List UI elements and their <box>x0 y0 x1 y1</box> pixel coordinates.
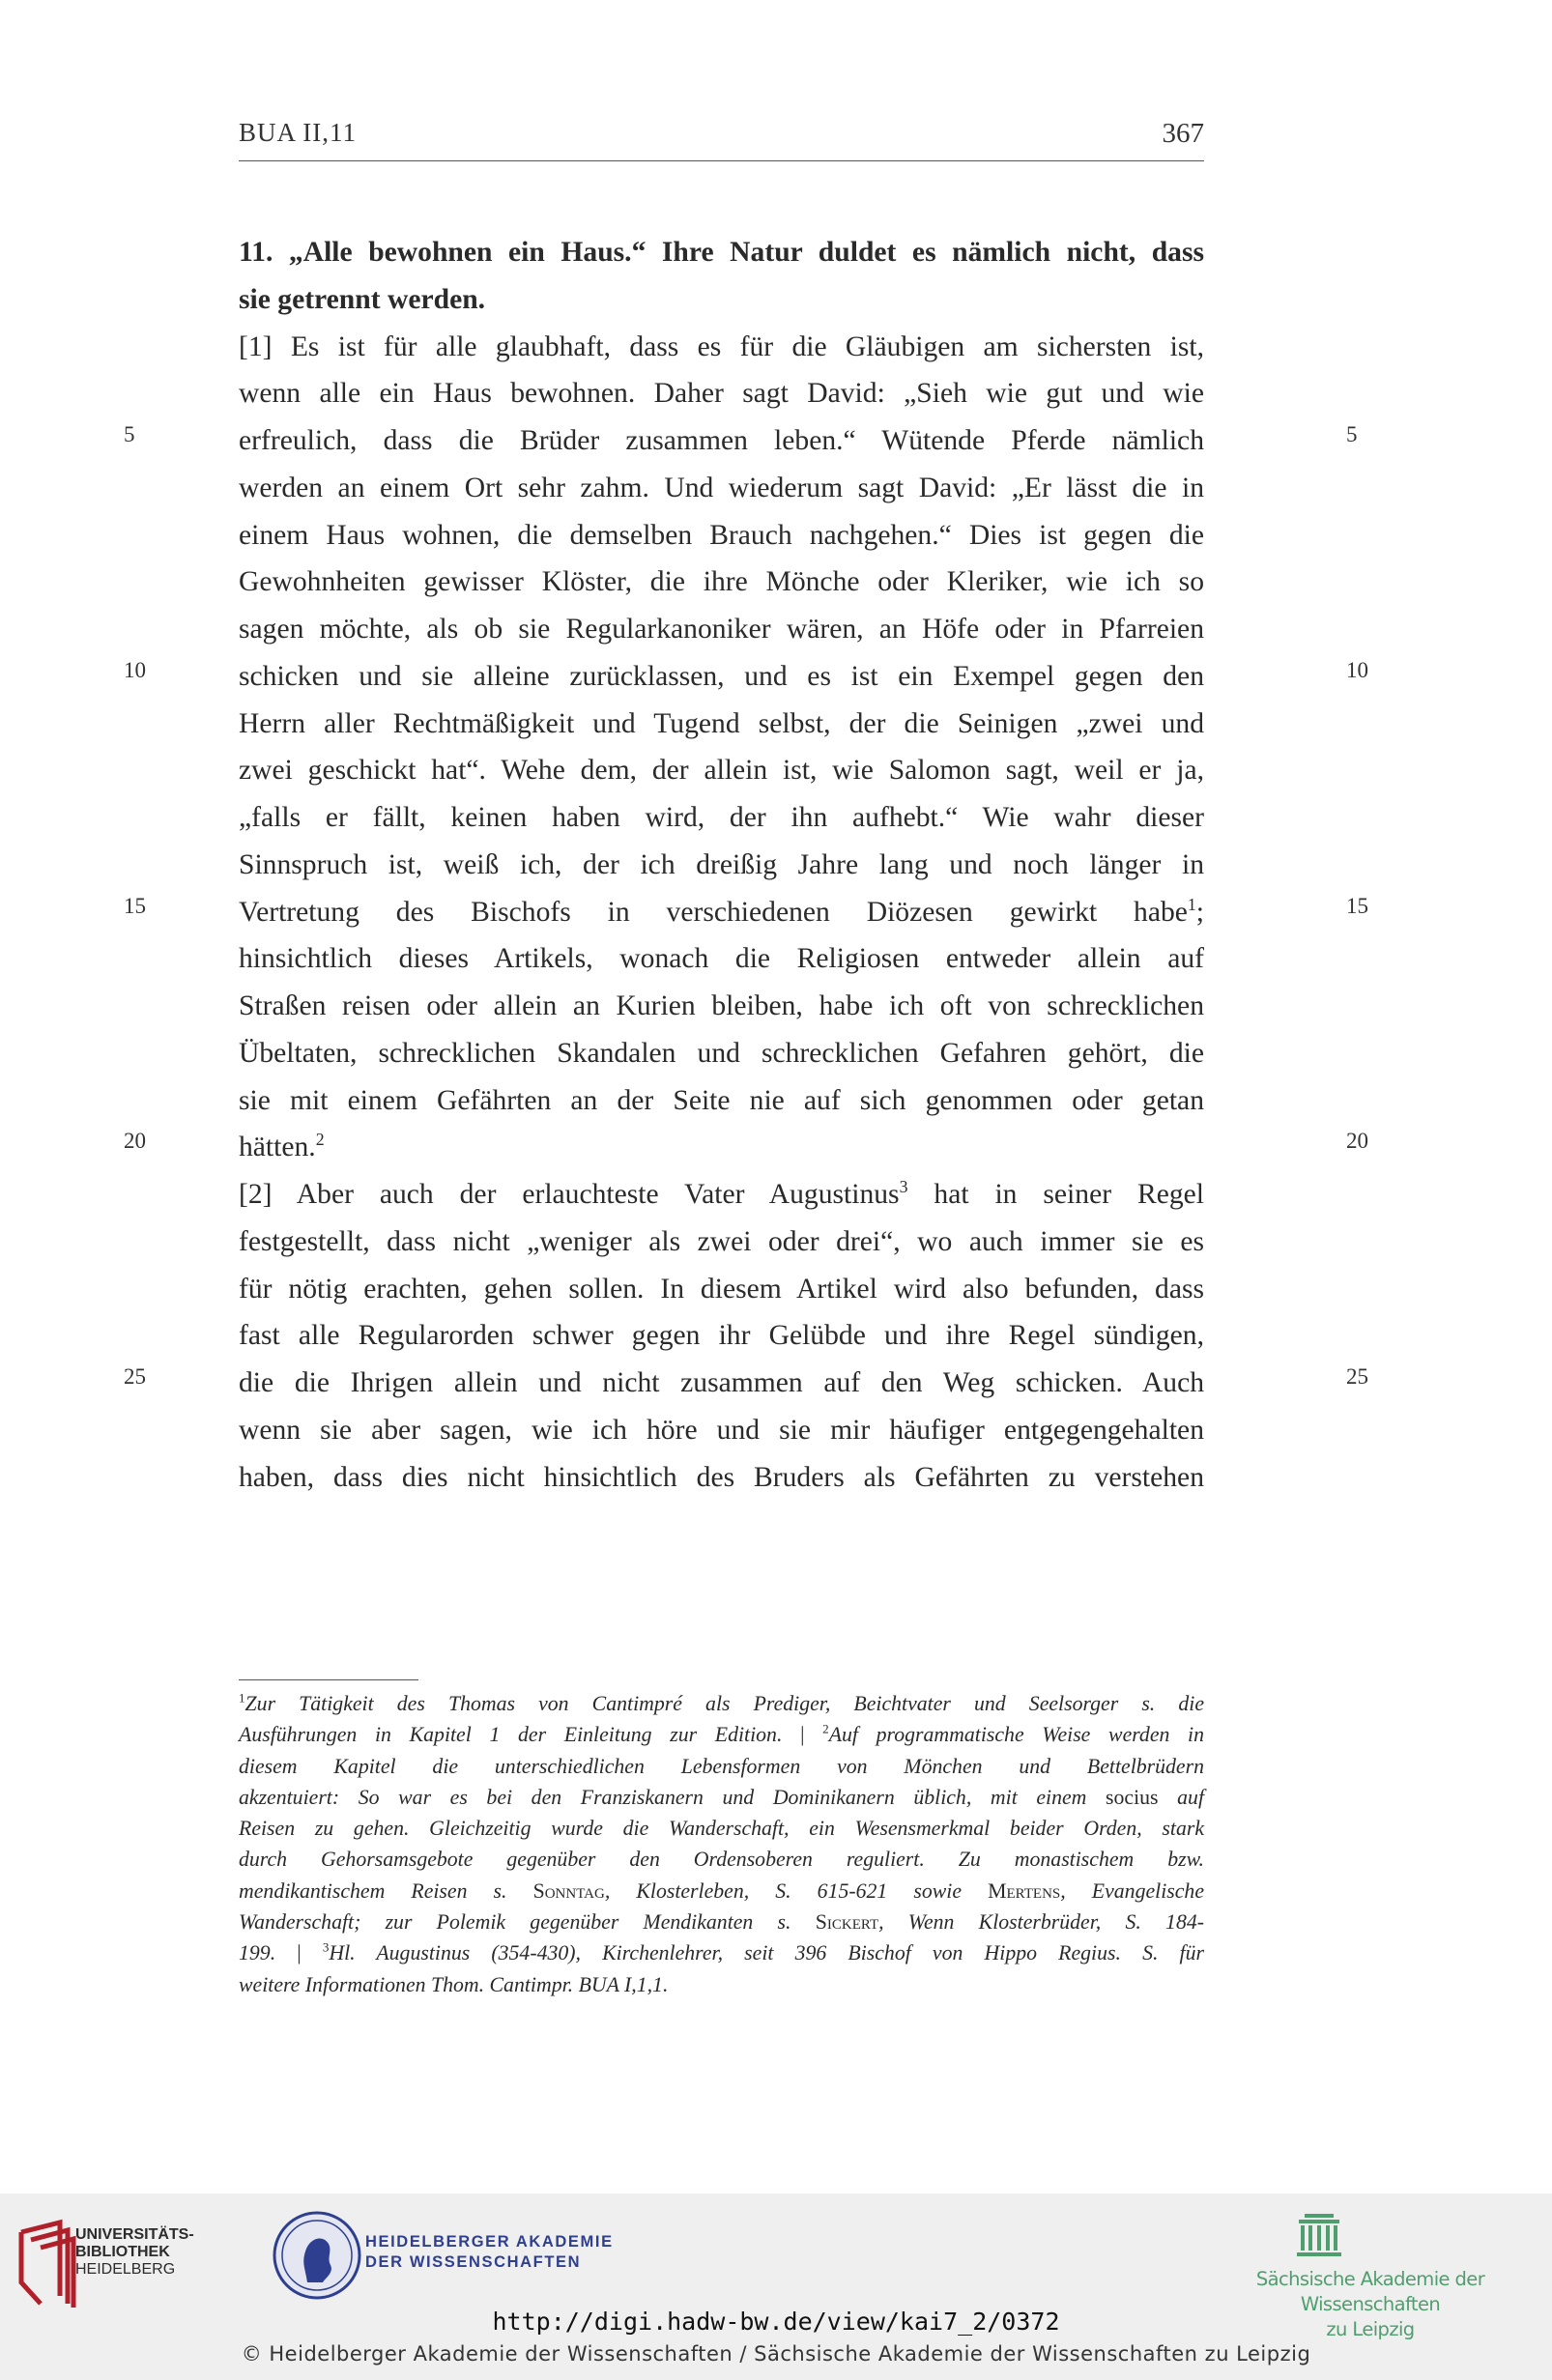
text-line: [1] Es ist für alle glaubhaft, dass es für die Gläubigen am sichersten ist, <box>239 330 1204 362</box>
text-line <box>239 889 1204 936</box>
text-line: „falls er fällt, keinen haben wird, der ihn aufhebt.“ Wie wahr dieser <box>239 802 1204 833</box>
footnote-line <box>239 1907 1204 1937</box>
text-line: werden an einem Ort sehr zahm. Und wiederum sagt David: „Er lässt die in <box>239 472 1204 503</box>
footnote-text: Auf programmatische Weise werden in <box>828 1723 1205 1747</box>
footnote-line <box>239 1688 1204 1719</box>
text-segment: Vertretung des Bischofs in verschiedenen Diözesen gewirkt habe <box>239 896 1188 928</box>
text-line: Herrn aller Rechtmäßigkeit und Tugend selbst, der die Seinigen „zwei und <box>239 707 1204 739</box>
footnote-line <box>239 1782 1204 1813</box>
section-heading: sie getrennt werden. <box>239 283 486 315</box>
text-line: einem Haus wohnen, die demselben Brauch nachgehen.“ Dies ist gegen die <box>239 519 1204 551</box>
line-number-left: 10 <box>124 658 146 682</box>
saw-name-line: Sächsische Akademie der Wissenschaften <box>1255 2268 1485 2315</box>
footnote-text: akzentuiert: So war es bei den Franziskanern und Dominikanern üblich, mit einem <box>239 1785 1087 1809</box>
text-line: für nötig erachten, gehen sollen. In diesem Artikel wird also befunden, dass <box>239 1273 1204 1305</box>
section-heading: 11. „Alle bewohnen ein Haus.“ Ihre Natur duldet es nämlich nicht, dass <box>239 237 1204 268</box>
text-segment: hätten. <box>239 1132 316 1163</box>
footnote-separator: | <box>297 1941 302 1965</box>
text-line: Übeltaten, schrecklichen Skandalen und schrecklichen Gefahren gehört, die <box>239 1037 1204 1069</box>
footnote-text: auf <box>1177 1785 1205 1809</box>
footnote-ref-1[interactable]: 1 <box>1187 894 1196 914</box>
text-line <box>239 1124 1204 1171</box>
academy-name <box>365 2232 614 2273</box>
permalink-url[interactable]: http://digi.hadw-bw.de/view/kai7_2/0372 <box>492 2308 1060 2336</box>
footnote-text: Wanderschaft; zur Polemik gegenüber Mendikanten s. <box>239 1910 791 1935</box>
footnote-separator: | <box>800 1723 805 1747</box>
footnote-line <box>239 1876 1204 1907</box>
footnote-ref-2[interactable]: 2 <box>315 1130 325 1150</box>
footnote-text: , Klosterleben, S. 615-621 sowie <box>604 1878 963 1903</box>
text-line: sagen möchte, als ob sie Regularkanoniker wären, an Höfe oder in Pfarreien <box>239 614 1204 645</box>
viewer-footer <box>0 2194 1552 2380</box>
footnote-line <box>239 1719 1204 1750</box>
footnote-ref-3[interactable]: 3 <box>899 1177 908 1197</box>
footnote-text: , Wenn Klosterbrüder, S. 184- <box>878 1910 1204 1935</box>
text-line: zwei geschickt hat“. Wehe dem, der allein ist, wie Salomon sagt, weil er ja, <box>239 755 1204 787</box>
footnote-text: Ausführungen in Kapitel 1 der Einleitung zur Edition. <box>239 1723 783 1747</box>
text-line: erfreulich, dass die Brüder zusammen leben.“ Wütende Pferde nämlich <box>239 425 1204 456</box>
saw-name-line: zu Leipzig <box>1326 2318 1415 2340</box>
line-number-left: 25 <box>124 1364 146 1389</box>
copyright-notice: © Heidelberger Akademie der Wissenschaften / Sächsische Akademie der Wissenschaften zu Leipzig <box>241 2342 1311 2366</box>
footnote-upright-word: socius <box>1106 1785 1159 1809</box>
footnote-number: 2 <box>822 1722 829 1737</box>
line-number-right: 5 <box>1346 422 1358 446</box>
line-number-left: 20 <box>124 1129 146 1153</box>
text-segment: ; <box>1195 896 1204 928</box>
footnote-number: 3 <box>322 1940 330 1956</box>
university-library-name <box>75 2226 194 2279</box>
text-segment: hat in seiner Regel <box>934 1179 1204 1210</box>
footnote-line: durch Gehorsamsgebote gegenüber den Ordensoberen reguliert. Zu monastischem bzw. <box>239 1848 1204 1872</box>
footnote-text: Zur Tätigkeit des Thomas von Cantimpré als Prediger, Beichtvater und Seelsorger s. die <box>244 1692 1204 1715</box>
footnote-number: 1 <box>239 1690 245 1706</box>
text-segment: [2] Aber auch der erlauchteste Vater Augustinus <box>239 1179 900 1210</box>
footnote-line <box>239 1937 1204 1968</box>
footnote-text: mendikantischem Reisen s. <box>239 1878 507 1903</box>
text-line: festgestellt, dass nicht „weniger als zwei oder drei“, wo auch immer sie es <box>239 1225 1204 1257</box>
academy-seal-logo[interactable] <box>269 2207 365 2304</box>
text-line: die die Ihrigen allein und nicht zusammen auf den Weg schicken. Auch <box>239 1367 1204 1398</box>
footnote-text: 199. <box>239 1941 276 1965</box>
footnote-line: diesem Kapitel die unterschiedlichen Lebensformen von Mönchen und Bettelbrüdern <box>239 1754 1204 1778</box>
line-number-left: 15 <box>124 894 146 918</box>
line-number-left: 5 <box>124 422 135 446</box>
text-line: Straßen reisen oder allein an Kurien bleiben, habe ich oft von schrecklichen <box>239 990 1204 1021</box>
text-line: wenn alle ein Haus bewohnen. Daher sagt David: „Sieh wie gut und wie <box>239 378 1204 410</box>
author-name: Sickert <box>815 1910 879 1935</box>
author-name: Mertens <box>988 1878 1061 1903</box>
ub-name-line: UNIVERSITÄTS- <box>75 2226 194 2243</box>
ub-name-line: BIBLIOTHEK <box>75 2244 170 2260</box>
ub-name-line: HEIDELBERG <box>75 2261 176 2278</box>
author-name: Sonntag <box>532 1878 605 1903</box>
footnote-text: , Evangelische <box>1060 1878 1204 1903</box>
footnote-line: Reisen zu gehen. Gleichzeitig wurde die Wanderschaft, ein Wesensmerkmal beider Orden, stark <box>239 1817 1204 1841</box>
text-line <box>239 1171 1204 1219</box>
text-line: schicken und sie alleine zurücklassen, und es ist ein Exempel gegen den <box>239 660 1204 692</box>
line-number-right: 20 <box>1346 1129 1368 1153</box>
saxon-academy-logo[interactable] <box>1285 2208 1353 2261</box>
line-number-right: 10 <box>1346 658 1368 682</box>
body-text <box>239 229 1204 1501</box>
text-line: wenn sie aber sagen, wie ich höre und sie mir häufiger entgegengehalten <box>239 1414 1204 1446</box>
running-title: BUA II,11 <box>239 118 357 147</box>
line-number-right: 25 <box>1346 1364 1368 1389</box>
text-line: fast alle Regularorden schwer gegen ihr Gelübde und ihre Regel sündigen, <box>239 1320 1204 1352</box>
footnote-divider <box>239 1679 418 1680</box>
text-line: Sinnspruch ist, weiß ich, der ich dreißig Jahre lang und noch länger in <box>239 848 1204 880</box>
text-line: hinsichtlich dieses Artikels, wonach die Religiosen entweder allein auf <box>239 943 1204 975</box>
hadw-name-line: DER WISSENSCHAFTEN <box>365 2253 582 2271</box>
footnote-text: Hl. Augustinus (354-430), Kirchenlehrer, seit 396 Bischof von Hippo Regius. S. für <box>329 1941 1204 1965</box>
line-number-right: 15 <box>1346 894 1368 918</box>
running-head <box>239 114 1204 161</box>
page-number: 367 <box>1162 118 1204 149</box>
text-line: Gewohnheiten gewisser Klöster, die ihre Mönche oder Kleriker, wie ich so <box>239 566 1204 598</box>
text-line: haben, dass dies nicht hinsichtlich des Bruders als Gefährten zu verstehen <box>239 1461 1204 1493</box>
footnotes <box>239 1688 1204 2000</box>
footnote-line: weitere Informationen Thom. Cantimpr. BUA I,1,1. <box>239 1972 669 1996</box>
text-line: sie mit einem Gefährten an der Seite nie auf sich genommen oder getan <box>239 1084 1204 1116</box>
hadw-name-line: HEIDELBERGER AKADEMIE <box>365 2233 614 2251</box>
